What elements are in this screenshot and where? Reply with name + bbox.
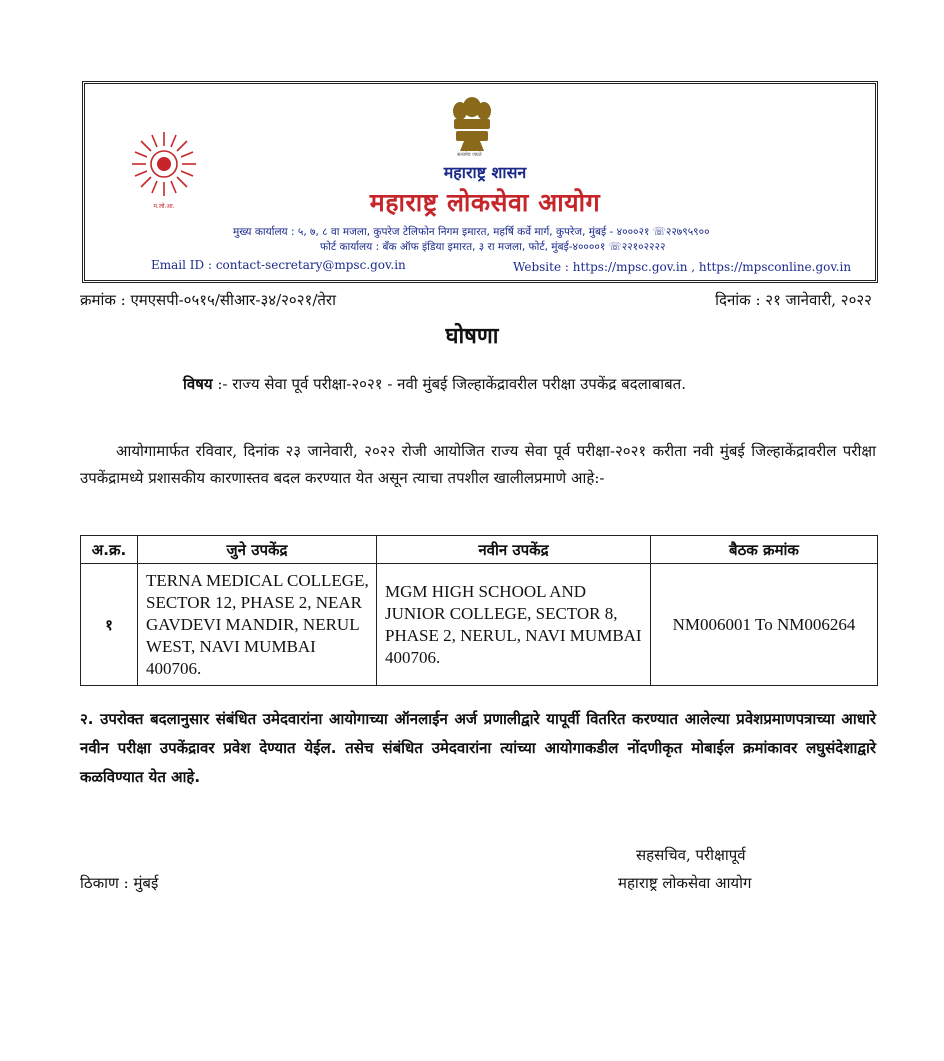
reference-number: क्रमांक : एमएसपी-०५१५/सीआर-३४/२०२१/तेरा	[80, 291, 336, 309]
commission-name: महाराष्ट्र लोकसेवा आयोग	[369, 188, 601, 217]
header-seat-numbers: बैठक क्रमांक	[651, 536, 878, 564]
place: ठिकाण : मुंबई	[80, 874, 159, 892]
paragraph-1	[80, 438, 876, 492]
national-emblem-icon	[446, 93, 498, 153]
cell-seat-numbers: NM006001 To NM006264	[651, 564, 878, 686]
paragraph-2: २. उपरोक्त बदलानुसार संबंधित उमेदवारांना आयोगाच्या ऑनलाईन अर्ज प्रणालीद्वारे यापूर्वी वितरित करण्यात आलेल्या प्रवेशप्रमाणपत्राच्या आधारे नवीन परीक्षा उपकेंद्रावर प्रवेश देण्यात येईल. तसेच संबंधित उमेदवारांना त्यांच्या आयोगाकडील नोंदणीकृत मोबाईल क्रमांकावर लघुसंदेशाद्वारे कळविण्यात येत आहे.	[80, 710, 876, 786]
header-old-center: जुने उपकेंद्र	[138, 536, 377, 564]
signatory-organization: महाराष्ट्र लोकसेवा आयोग	[618, 874, 752, 892]
head-office-address: मुख्य कार्यालय : ५, ७, ८ वा मजला, कुपरेज टेलिफोन निगम इमारत, महर्षि कर्वे मार्ग, कुपरेज, मुंबई - ४०००२१ ☏२२७९५९००	[233, 226, 710, 238]
svg-text:म.लो.आ.: म.लो.आ.	[153, 203, 175, 210]
table-row	[81, 564, 878, 686]
subject-label: विषय	[183, 375, 213, 393]
subject-text: :- राज्य सेवा पूर्व परीक्षा-२०२१ - नवी मुंबई जिल्हाकेंद्रावरील परीक्षा उपकेंद्र बदलाबाबत.	[212, 375, 686, 393]
header-new-center: नवीन उपकेंद्र	[377, 536, 651, 564]
cell-serial: १	[81, 564, 138, 686]
emblem-motto: सत्यमेव जयते	[457, 152, 482, 158]
subject-line	[183, 374, 686, 394]
cell-new-center: MGM HIGH SCHOOL AND JUNIOR COLLEGE, SECTOR 8, PHASE 2, NERUL, NAVI MUMBAI 400706.	[377, 564, 651, 686]
website: Website : https://mpsc.gov.in , https://mpsconline.gov.in	[513, 260, 852, 274]
signatory-designation: सहसचिव, परीक्षापूर्व	[636, 846, 746, 864]
header-serial: अ.क्र.	[81, 536, 138, 564]
document-date: दिनांक : २१ जानेवारी, २०२२	[715, 291, 872, 309]
cell-old-center: TERNA MEDICAL COLLEGE, SECTOR 12, PHASE 2, NEAR GAVDEVI MANDIR, NERUL WEST, NAVI MUMBAI 400706.	[138, 564, 377, 686]
government-name: महाराष्ट्र शासन	[443, 163, 527, 182]
fort-office-address: फोर्ट कार्यालय : बँक ऑफ इंडिया इमारत, ३ रा मजला, फोर्ट, मुंबई-४००००१ ☏२२१०२२२२	[320, 241, 666, 253]
table-header-row	[81, 536, 878, 564]
mpsc-sun-logo	[125, 128, 203, 218]
letterhead	[82, 81, 878, 283]
center-change-table	[80, 535, 878, 686]
email-id: Email ID : contact-secretary@mpsc.gov.in	[151, 258, 406, 272]
page-title: घोषणा	[445, 324, 499, 349]
paragraph-1-text: आयोगामार्फत रविवार, दिनांक २३ जानेवारी, २०२२ रोजी आयोजित राज्य सेवा पूर्व परीक्षा-२०२१ करीता नवी मुंबई जिल्हाकेंद्रावरील परीक्षा उपकेंद्रामध्ये प्रशासकीय कारणास्तव बदल करण्यात येत असून त्याचा तपशील खालीलप्रमाणे आहे:-	[80, 442, 876, 487]
